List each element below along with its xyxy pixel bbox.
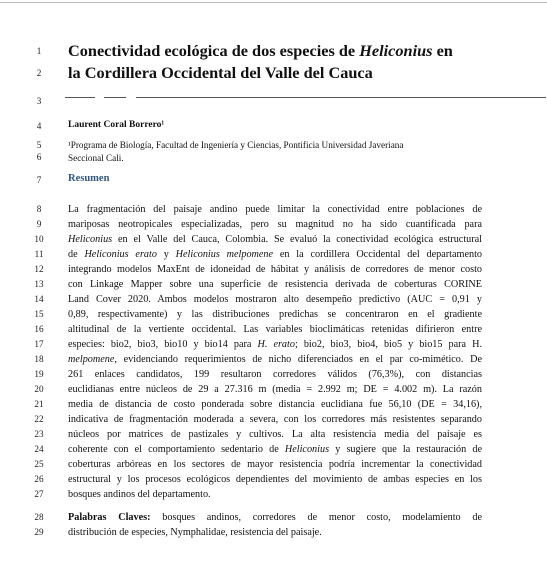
- line-number: 19: [34, 369, 44, 379]
- line-number: 29: [34, 527, 44, 537]
- title-text-a: Conectividad ecológica de dos especies de: [68, 41, 360, 60]
- title-text-d: la Cordillera Occidental del Valle del Cauca: [68, 63, 373, 82]
- line-number: 13: [34, 279, 44, 289]
- line-number: 25: [34, 459, 44, 469]
- line-number: 11: [34, 249, 44, 259]
- title-text-c: en: [432, 41, 453, 60]
- abstract-line: media de distancia de costo ponderada sobre distancia euclidiana fue 56,10 (DE = 34,16),: [68, 399, 482, 410]
- line-number: 14: [34, 294, 44, 304]
- abstract-line: de Heliconius erato y Heliconius melpomene en la cordillera Occidental del departamento: [68, 249, 482, 260]
- keywords-text-1: bosques andinos, corredores de menor costo, modelamiento de: [150, 512, 482, 523]
- abstract-line: coberturas arbóreas en los sectores de mayor resistencia podría incrementar la conectividad: [68, 459, 482, 470]
- abstract-line: estructural y los procesos ecológicos dependientes del movimiento de ambas especies en los: [68, 474, 482, 485]
- affiliation-line-1: ¹Programa de Biología, Facultad de Ingeniería y Ciencias, Pontificia Universidad Javeriana: [68, 140, 404, 150]
- line-number: 20: [34, 384, 44, 394]
- line-number: 15: [34, 309, 44, 319]
- paper-title: [68, 40, 508, 84]
- line-number: 9: [36, 219, 42, 229]
- line-number: 7: [36, 175, 42, 185]
- section-heading-resumen: Resumen: [68, 173, 110, 184]
- line-number: 26: [34, 474, 44, 484]
- abstract-line: Land Cover 2020. Ambos modelos mostraron alto desempeño predictivo (AUC = 0,91 y: [68, 294, 482, 305]
- line-number: 28: [34, 512, 44, 522]
- abstract-line: especies: bio2, bio3, bio10 y bio14 para H. erato; bio2, bio3, bio4, bio5 y bio15 para H.: [68, 339, 482, 350]
- line-number: 16: [34, 324, 44, 334]
- line-number: 2: [36, 68, 42, 78]
- abstract-line: bosques andinos del departamento.: [68, 489, 211, 500]
- abstract-body: [68, 202, 482, 502]
- separator-rule-2: [104, 97, 126, 98]
- abstract-line: coherente con el comportamiento sedentario de Heliconius y sugiere que la restauración de: [68, 444, 482, 455]
- separator-rule-1: [65, 97, 95, 98]
- affiliation: [68, 139, 488, 164]
- author-name: Laurent Coral Borrero¹: [68, 120, 165, 130]
- line-number: 4: [36, 121, 42, 131]
- abstract-line: indicativa de fragmentación moderada a severa, con los corredores más resistentes separando: [68, 414, 482, 425]
- abstract-line: integrando modelos MaxEnt de idoneidad de hábitat y análisis de corredores de menor costo: [68, 264, 482, 275]
- keywords-line-2: distribución de especies, Nymphalidae, resistencia del paisaje.: [68, 527, 322, 538]
- keywords: [68, 510, 482, 540]
- line-number: 18: [34, 354, 44, 364]
- abstract-line: con Linkage Mapper sobre una superficie de resistencia derivada de coberturas CORINE: [68, 279, 482, 290]
- line-number: 12: [34, 264, 44, 274]
- abstract-line: 0,89, respectivamente) y las distribuciones predichas se concentraron en el gradiente: [68, 309, 482, 320]
- line-number: 24: [34, 444, 44, 454]
- abstract-line: altitudinal de la vertiente occidental. Las variables bioclimáticas retenidas difirieron entre: [68, 324, 482, 335]
- line-number: 6: [36, 152, 42, 162]
- abstract-line: mariposas neotropicales especializadas, pero su magnitud no ha sido cuantificada para: [68, 219, 482, 230]
- abstract-line: euclidianas entre núcleos de 29 a 27.316 m (media = 2.992 m; DE = 4.002 m). La razón: [68, 384, 482, 395]
- line-number: 21: [34, 399, 44, 409]
- separator-rule-3: [136, 97, 546, 98]
- abstract-line: La fragmentación del paisaje andino puede limitar la conectividad entre poblaciones de: [68, 204, 482, 215]
- line-number: 10: [34, 234, 44, 244]
- affiliation-line-2: Seccional Cali.: [68, 152, 124, 163]
- keywords-line-1: [68, 510, 482, 525]
- line-number: 3: [36, 96, 42, 106]
- line-number: 22: [34, 414, 44, 424]
- abstract-line: 261 enlaces candidatos, 199 resultaron corredores válidos (76,3%), con distancias: [68, 369, 482, 380]
- abstract-line: núcleos por matrices de pastizales y cultivos. La alta resistencia media del paisaje es: [68, 429, 482, 440]
- line-number: 23: [34, 429, 44, 439]
- title-genus: Heliconius: [359, 41, 433, 60]
- line-number: 1: [36, 46, 42, 56]
- line-number: 17: [34, 339, 44, 349]
- abstract-line: Heliconius en el Valle del Cauca, Colombia. Se evaluó la conectividad ecológica estructural: [68, 234, 482, 245]
- top-page-edge: [0, 2, 547, 3]
- line-number: 27: [34, 489, 44, 499]
- abstract-line: melpomene, evidenciando requerimientos de nicho diferenciados en el par co-mimético. De: [68, 354, 482, 365]
- line-number: 5: [36, 140, 42, 150]
- line-number: 8: [36, 204, 42, 214]
- keywords-label: Palabras Claves:: [68, 512, 151, 523]
